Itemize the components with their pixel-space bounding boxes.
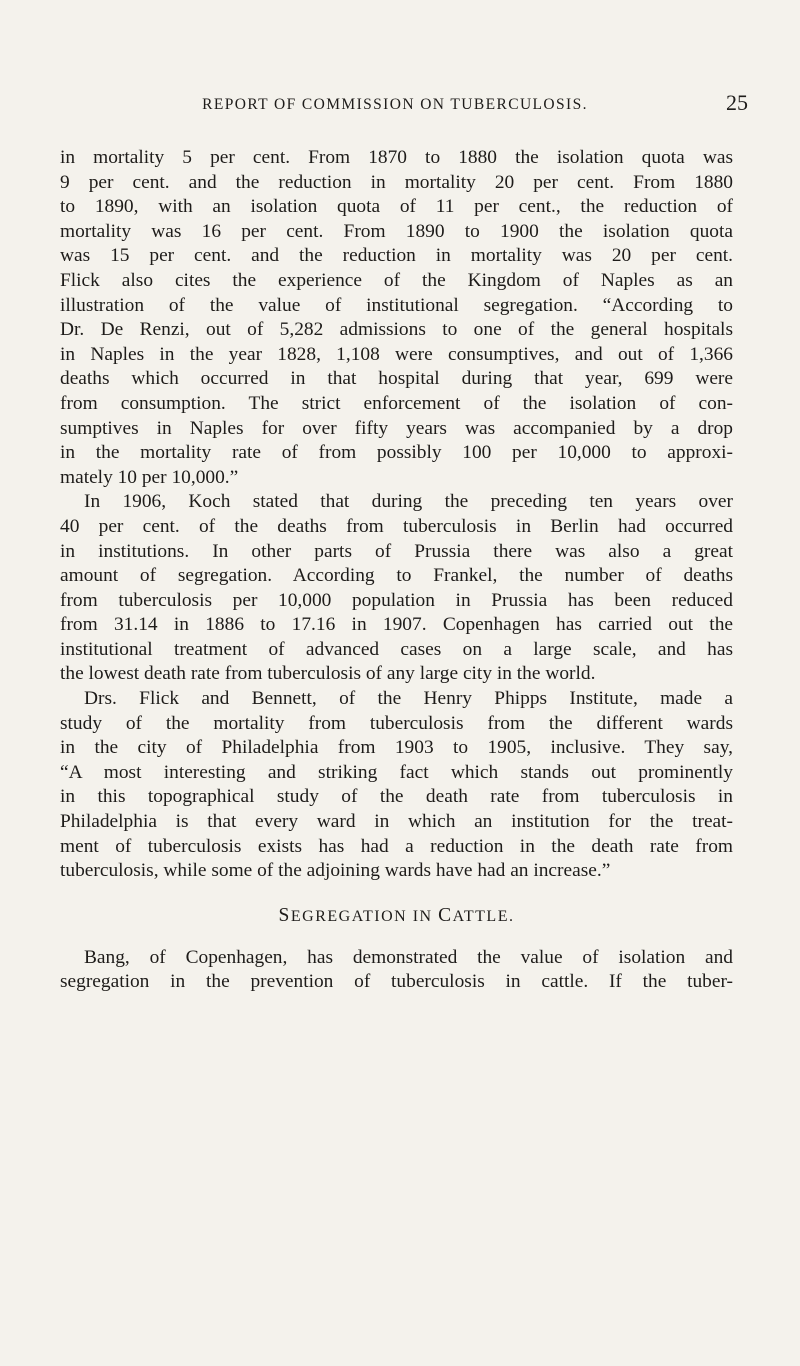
text-line: to 1890, with an isolation quota of 11 per cent., the reduction of: [60, 196, 733, 218]
running-title: REPORT OF COMMISSION ON TUBERCULOSIS.: [202, 96, 588, 113]
text-line: sumptives in Naples for over fifty years was accompanied by a drop: [60, 417, 733, 439]
text-line: mortality was 16 per cent. From 1890 to 1900 the isolation quota: [60, 220, 733, 242]
section-heading: [60, 904, 733, 928]
text-line: Flick also cites the experience of the Kingdom of Naples as an: [60, 269, 733, 291]
text-line: illustration of the value of institutional segregation. “According to: [60, 294, 733, 316]
text-line: 9 per cent. and the reduction in mortality 20 per cent. From 1880: [60, 171, 733, 193]
text-line: Bang, of Copenhagen, has demonstrated the value of isolation and: [84, 946, 733, 968]
text-line: mately 10 per 10,000.”: [60, 466, 239, 488]
text-line: Drs. Flick and Bennett, of the Henry Phipps Institute, made a: [84, 688, 733, 710]
text-line: in Naples in the year 1828, 1,108 were consumptives, and out of 1,366: [60, 343, 733, 365]
heading-capital: C: [438, 904, 453, 926]
text-line: Philadelphia is that every ward in which an institution for the treat-: [60, 811, 733, 833]
text-line: in this topographical study of the death rate from tuberculosis in: [60, 786, 733, 808]
text-line: In 1906, Koch stated that during the preceding ten years over: [84, 491, 733, 513]
running-head: [60, 90, 748, 116]
text-line: ment of tuberculosis exists has had a reduction in the death rate from: [60, 835, 733, 857]
text-line: from 31.14 in 1886 to 17.16 in 1907. Copenhagen has carried out the: [60, 614, 733, 636]
text-line: in institutions. In other parts of Prussia there was also a great: [60, 540, 733, 562]
body-text: [60, 146, 733, 995]
heading-capital: S: [278, 904, 291, 926]
paragraph-1: [60, 146, 733, 490]
text-line: study of the mortality from tuberculosis from the different wards: [60, 712, 733, 734]
heading-text: ATTLE.: [452, 907, 515, 925]
text-line: the lowest death rate from tuberculosis of any large city in the world.: [60, 663, 596, 685]
text-line: tuberculosis, while some of the adjoining wards have had an increase.”: [60, 860, 611, 882]
text-line: in the city of Philadelphia from 1903 to 1905, inclusive. They say,: [60, 737, 733, 759]
paragraph-3: [60, 687, 733, 884]
text-line: in the mortality rate of from possibly 100 per 10,000 to approxi-: [60, 442, 733, 464]
text-line: Dr. De Renzi, out of 5,282 admissions to one of the general hospitals: [60, 319, 733, 341]
text-line: was 15 per cent. and the reduction in mortality was 20 per cent.: [60, 245, 733, 267]
text-line: institutional treatment of advanced cases on a large scale, and has: [60, 638, 733, 660]
text-line: amount of segregation. According to Frankel, the number of deaths: [60, 565, 733, 587]
text-line: from tuberculosis per 10,000 population in Prussia has been reduced: [60, 589, 733, 611]
page-number: 25: [726, 90, 748, 115]
paragraph-4: [60, 946, 733, 995]
paragraph-2: [60, 490, 733, 687]
text-line: “A most interesting and striking fact which stands out prominently: [60, 761, 733, 783]
text-line: deaths which occurred in that hospital during that year, 699 were: [60, 368, 733, 390]
text-line: segregation in the prevention of tuberculosis in cattle. If the tuber-: [60, 971, 733, 993]
text-line: 40 per cent. of the deaths from tuberculosis in Berlin had occurred: [60, 515, 733, 537]
heading-text: EGREGATION IN: [290, 907, 439, 925]
text-line: in mortality 5 per cent. From 1870 to 1880 the isolation quota was: [60, 147, 733, 168]
text-line: from consumption. The strict enforcement of the isolation of con-: [60, 392, 733, 414]
